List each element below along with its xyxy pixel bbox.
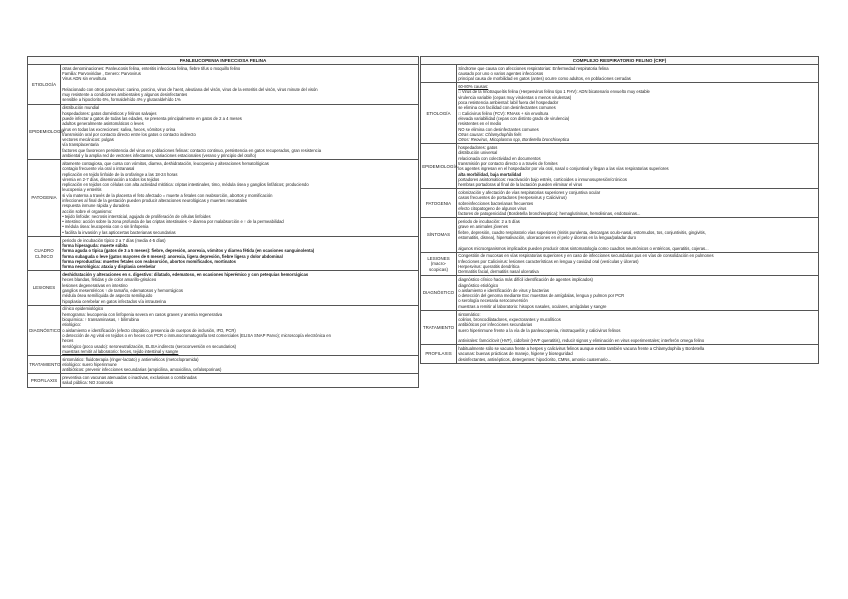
text-line: se elimina con facilidad con desinfectantes comunes bbox=[458, 105, 556, 111]
text-line: o detección de Ag viral en tejidos o en heces con PCR o inmunocromatografía test comerciales (ELISA SNAP Parvo); microscopía electrónica en bbox=[62, 332, 331, 338]
pif-content-etiologia bbox=[61, 64, 419, 104]
text-line: periodo de incubación: 2 a 5 días bbox=[458, 219, 520, 225]
pif-header-row bbox=[28, 57, 419, 65]
text-line: forma hiperaguda: muerte súbita bbox=[62, 242, 128, 248]
text-line: sintomático: fluidoterapia (ringer-lactato) y antieméticos (metoclopramida) bbox=[62, 356, 199, 362]
text-line: hospedadores: gatos bbox=[458, 145, 498, 151]
text-line: □ Calicivirus felino (FCV): RNAss + sin envoltura bbox=[458, 110, 549, 116]
crf-row-patogenia bbox=[421, 189, 819, 218]
text-line: ganglios mesentéricos ↑ de tamaño, edematosos y hemorrágicos bbox=[62, 287, 183, 293]
crf-category-lesiones-macro-scopicas: LESIONES (macro-scopicas) bbox=[421, 252, 457, 276]
text-line: Otros: Reovirus, Micoplasma spp, Bordetella bronchiseptica bbox=[458, 137, 570, 143]
text-line: replicación en tejido linfoide de la orofaringe a las 18-24 horas bbox=[62, 171, 178, 177]
text-line: transmisión por contacto directo o a través de fomites bbox=[458, 160, 558, 166]
pif-row-tratamiento bbox=[28, 355, 419, 373]
text-line: infecciones al final de la gestación pueden producir alteraciones neurológicas y muertes neonatales bbox=[62, 198, 248, 203]
pif-row-etiologia bbox=[28, 64, 419, 104]
text-line: adultos generalmente asintomáticos o leves bbox=[62, 121, 144, 127]
pif-category-cuadro-clinico: CUADRO CLÍNICO bbox=[28, 236, 61, 270]
pif-content-patogenia bbox=[61, 160, 419, 237]
pif-row-cuadro-clinico bbox=[28, 236, 419, 270]
crf-content-tratamiento bbox=[457, 310, 819, 344]
text-line: virulencia variable (cepas muy virulentas o menos virulentas) bbox=[458, 94, 572, 100]
text-line: forma neurológica: ataxia y displasia cerebelar bbox=[62, 264, 156, 270]
text-line: Herpesvirus: queratitis dendrítica bbox=[458, 264, 520, 270]
text-line: transmisión oral por contacto directo entre los gatos o contacto indirecto bbox=[62, 131, 196, 137]
text-line: antivirales: famciclovir (HVF), cidofovir (HVF queratitis), reducir signos y eliminación en virus experimentales; interferón omega felino bbox=[458, 338, 705, 344]
text-line: muestras a remitir al laboratorio: hisopos nasales, oculares, amígdalas y sangre bbox=[458, 303, 607, 309]
text-line: lesiones degenerativas en intestino bbox=[62, 282, 128, 288]
pif-row-diagnostico bbox=[28, 305, 419, 355]
text-line: viremia en 2-7 días, diseminación a todos los tejidos bbox=[62, 176, 160, 182]
crf-row-profilaxis bbox=[421, 345, 819, 363]
text-line: Infecciones por Calicivirus: lesiones características en lengua y cavidad oral (vesículas y úlceras) bbox=[458, 258, 639, 264]
pif-content-epidemiologia bbox=[61, 104, 419, 160]
text-line: Síndrome que causa con afecciones respiratorias: Enfermedad respiratoria felina bbox=[458, 65, 609, 71]
text-line: hemograma: leucopenia con linfopenia severa en casos graves y anemia regenerativa bbox=[62, 311, 223, 317]
text-line: elevada variabilidad (cepas con distinto grado de virulencia) bbox=[458, 115, 570, 121]
text-line: Virus ADN sin envoltura bbox=[62, 76, 107, 82]
text-line: replicación en tejidos con células con alta actividad mitótica: criptas intestinales, timo, médula ósea y ganglios linfáticos; produciendo bbox=[62, 182, 309, 188]
text-line: colonización y afectación de vías respiratorias superiores y conjuntiva ocular bbox=[458, 190, 601, 195]
text-line: causado por uno o varios agentes infecciosos bbox=[458, 70, 544, 76]
text-line: sobreinfecciones bacterianas frecuentes bbox=[458, 200, 534, 206]
text-line: resistentes en el medio bbox=[458, 121, 502, 127]
text-line: sintomático: bbox=[458, 311, 481, 317]
text-line: etiológico: suero hiperinmune bbox=[62, 361, 117, 367]
pif-category-epidemiologia: EPIDEMIOLOGÍA bbox=[28, 104, 61, 160]
pif-content-profilaxis bbox=[61, 374, 419, 387]
text-line: NO se elimina con desinfectantes comunes bbox=[458, 126, 539, 132]
crf-row-epidemiologia bbox=[421, 144, 819, 189]
pif-row-epidemiologia bbox=[28, 104, 419, 160]
text-line: forma reproductiva: muertes fetales con reabsorción, abortos momificados, mortinatos bbox=[62, 258, 237, 264]
panleucopenia-table-body bbox=[28, 57, 419, 388]
crf-category-patogenia: PATOGENIA bbox=[421, 189, 457, 218]
text-line: deshidratación y alteraciones en s. digestivo: dilatado, edematoso, en ocasiones hiperémico y con petequias hemorrágicas bbox=[62, 272, 309, 278]
text-line: puede infectar a gatos de todas las edades, se presenta principalmente en gatos de 2 a 4 meses bbox=[62, 115, 242, 121]
text-line: distribución universal bbox=[458, 150, 498, 156]
text-line: • médula ósea: leucopenia con o sin linfopenia bbox=[62, 224, 149, 230]
text-line: Congestión de mucosas en vías respiratorias superiores y en caso de infecciones secundarias pus en vías de consolidación en pulmones bbox=[458, 253, 714, 259]
text-line: suero hiperinmune frente a la vía de la panleucopenia, rinotraqueítis y calicivirus felinos bbox=[458, 327, 621, 333]
pif-category-lesiones: LESIONES bbox=[28, 271, 61, 305]
text-line: factores de patogenicidad (Bordetella bronchiseptica): hemaglutininas, hemolisinas, endotoxinas... bbox=[458, 211, 641, 217]
text-line: • facilita la invasión y las aptiocertas bacterianas secundarias bbox=[62, 229, 176, 235]
pif-content-lesiones bbox=[61, 271, 419, 305]
text-line: forma aguda o típica (gatos de 3 a 5 meses): fiebre, depresión, anorexia, vómitos y diarrea fétida (en ocasiones sanguinolenta) bbox=[62, 248, 315, 254]
crf-category-epidemiologia: EPIDEMIOLOGÍA bbox=[421, 144, 457, 189]
text-line: bioquímica: ↑ transaminasas, ↑ bilirrubina bbox=[62, 317, 139, 323]
text-line: o detección del genoma mediante Exc muestras de amígdalas, lengua y pulmon por PCR bbox=[458, 293, 625, 299]
pif-row-patogenia bbox=[28, 160, 419, 237]
text-line: • intestino: acción sobre la zona profunda de las criptas intestinales -> diarrea por malabsorción e ↑ de la permeabilidad bbox=[62, 219, 284, 225]
text-line: principal causa de morbilidad en gatos (antes) ocurre como adultos, en poblaciones cerradas bbox=[458, 76, 631, 82]
text-line: otras denominaciones: Panleucosis felina, enteritis infecciosa felina, fiebre tifus o moquillo felino bbox=[62, 65, 241, 71]
text-line: preventiva con vacunas atenuadas o inactivas, exclusivas o combinadas bbox=[62, 375, 197, 381]
crf-row-tratamiento bbox=[421, 310, 819, 344]
text-line: habitualmente sólo se vacuna frente a herpes y calicivirus felinos aunque existe también vacuna frente a Chlamydophila y Bordetella bbox=[458, 345, 705, 351]
text-line: vía transplacentaria bbox=[62, 142, 99, 148]
text-line: muestras remitir al laboratorio: heces, tejido intestinal y sangre bbox=[62, 348, 179, 354]
crf-category-intro bbox=[421, 64, 457, 82]
pif-category-etiologia: ETIOLOGÍA bbox=[28, 64, 61, 104]
text-line: factores que favorecen persistencia del virus en poblaciones felinas: contacto continuo, persistencia en gatos recuperados, gran resistencia bbox=[62, 147, 322, 153]
text-line: heces blandas, fétidas y de color amarillo-grisáceo bbox=[62, 277, 157, 283]
text-line: hipoplasia cerebelar en gatos infectados vía intrauterina bbox=[62, 298, 167, 304]
text-line: estomatitis, disnea), hipersalivación, ulceraciones en el pelo y úlceras en la lengua/paladar duro bbox=[458, 234, 637, 240]
text-line: heces bbox=[62, 338, 74, 344]
text-line: relacionada con colectividad en documentos bbox=[458, 155, 541, 161]
text-line: desinfectantes, antisépticos, detergentes: hipoclorito, CMNs, amonio cuaternario... bbox=[458, 356, 612, 362]
text-line: forma subaguda o leve (gatos mayores de 6 meses): anorexia, ligera depresión, fiebre ligera y dolor abdominal bbox=[62, 253, 283, 259]
text-line: grave en animales jóvenes bbox=[458, 224, 509, 230]
text-line: o aislamiento e identificación (efecto citopático, presencia de cuerpos de inclusión, IFD, PCR) bbox=[62, 327, 236, 333]
pif-category-profilaxis: PROFILAXIS bbox=[28, 374, 61, 387]
crf-category-sintomas: SÍNTOMAS bbox=[421, 218, 457, 252]
crf-category-etiologia: ETIOLOGÍA bbox=[421, 83, 457, 144]
text-line: altamente contagiosa, que cursa con vómitos, diarrea, deshidratación, leucopenia y alteraciones hematológicas bbox=[62, 160, 269, 166]
text-line: hospedadores: gatos domésticos y felinos salvajes bbox=[62, 110, 157, 116]
text-line: diagnóstico clínico hacia más difícil identificación de agentes implicados) bbox=[458, 277, 593, 283]
text-line: casos frecuentes de portadores (Herpesvirus y Calicivirus) bbox=[458, 195, 567, 201]
pif-content-cuadro-clinico bbox=[61, 236, 419, 270]
text-line: portadores asintomáticos: reactivación bajo estrés, corticoides o inmunosupresión/crónicos bbox=[458, 176, 627, 182]
text-line: □ Virus de la rinotraqueítis felina (Herpesvirus felino tipo 1 FHV): ADN bicatenario envuelto muy estable bbox=[458, 89, 650, 95]
pif-title: PANLEUCOPENIA INFECCIOSA FELINA bbox=[28, 57, 419, 65]
text-line: distribución mundial bbox=[62, 105, 100, 111]
text-line: contagio frecuente vía oral o intranasal bbox=[62, 166, 135, 172]
text-line: colirios, broncodilatadores, expectorantes y mucolíticos bbox=[458, 316, 561, 322]
text-line: leucopenia y enteritis bbox=[62, 187, 102, 193]
text-line: Dermatitis facial, dermatitis nasal ulcerativa bbox=[458, 269, 539, 275]
crf-content-intro bbox=[457, 64, 819, 82]
crf-header-row bbox=[421, 57, 819, 65]
text-line: Familia: Parvoviridae , Genero: Parvovirus bbox=[62, 70, 141, 76]
crf-category-diagnostico: DIAGNÓSTICO bbox=[421, 276, 457, 310]
crf-row-lesiones-macro-scopicas bbox=[421, 252, 819, 276]
text-line: Relacionado con otros parvovirus: canino, porcino, virus de l'aent, aleutiana del visón, virus de la enteritis del visón, virus minute del visón bbox=[62, 86, 318, 92]
text-line: hembras portadoras al final de la lactación pueden eliminar el virus bbox=[458, 182, 583, 188]
text-line: médula ósea semilíquida de aspecto semiliquido bbox=[62, 293, 153, 299]
crf-content-patogenia bbox=[457, 189, 819, 218]
text-line: salud pública: NO zoonosis bbox=[62, 380, 113, 386]
text-line: vectores mecánicos: pulgas bbox=[62, 137, 114, 143]
text-line: serológico (poco usado): seroneutralización, ELISA indirecto (seroconversión en secundarios) bbox=[62, 343, 237, 349]
text-line: poca resistencia ambiental: labil fuera del hospedador bbox=[458, 100, 559, 106]
text-line: alta morbilidad, baja mortalidad bbox=[458, 171, 522, 177]
crf-row-intro bbox=[421, 64, 819, 82]
pif-category-patogenia: PATOGENIA bbox=[28, 160, 61, 237]
text-line: antibióticos: prevenir infecciones secundarias (ampicilina, amoxicilina, cefalosporinas) bbox=[62, 367, 222, 373]
crf-table bbox=[420, 56, 819, 364]
panleucopenia-table bbox=[27, 56, 419, 388]
text-line: los agentes ingresan en el hospedador por vía oral, nasal o conjuntival y llegan a las vías respiratorias superiores bbox=[458, 166, 669, 172]
text-line: o serología necesaria seroconversión bbox=[458, 298, 528, 304]
text-line: algunos microorganismos implicados pueden producir otras sintomatología como cuadros neumónicos o entéricos, queratitis, cojeras... bbox=[458, 245, 709, 251]
crf-row-diagnostico bbox=[421, 276, 819, 310]
pif-category-diagnostico: DIAGNÓSTICO bbox=[28, 305, 61, 355]
text-line: respuesta inmune rápida y duradera bbox=[62, 203, 130, 209]
text-line: ambiental y la amplia red de vectores infectantes, variaciones estacionales (verano y principio del otoño) bbox=[62, 153, 257, 159]
text-line: vacunas: buenas prácticas de manejo, higiene y bioseguridad bbox=[458, 351, 573, 357]
crf-table-body bbox=[421, 57, 819, 364]
pif-content-tratamiento bbox=[61, 355, 419, 373]
crf-content-epidemiologia bbox=[457, 144, 819, 189]
crf-title: COMPLEJO RESPIRATORIO FELINO (CRF) bbox=[421, 57, 819, 65]
crf-content-etiologia bbox=[457, 83, 819, 144]
text-line: efecto citopatogeno de algunos virus bbox=[458, 205, 527, 211]
crf-row-sintomas bbox=[421, 218, 819, 252]
text-line: Otras causas: Chlamydophila felis bbox=[458, 131, 522, 137]
text-line: diagnóstico etiológico bbox=[458, 282, 499, 288]
text-line: • tejido linfoide: necrosis intersticial, agujado de proliferación de células linfoides bbox=[62, 213, 211, 219]
pif-category-tratamiento: TRATAMIENTO bbox=[28, 355, 61, 373]
text-line: o aislamiento e identificación de virus y bacterias bbox=[458, 287, 549, 293]
text-line: fiebre, depresión, cuadro respiratorio vías superiores (rinitis purulenta, descargas oculo-nasal, estornudos, tos, conjuntivitis, gingivitis, bbox=[458, 229, 706, 235]
crf-content-sintomas bbox=[457, 218, 819, 252]
text-line: acción sobre el organismo: bbox=[62, 208, 113, 214]
text-line: 60-80% causas: bbox=[458, 84, 489, 90]
crf-category-profilaxis: PROFILAXIS bbox=[421, 345, 457, 363]
crf-content-diagnostico bbox=[457, 276, 819, 310]
text-line: clínico epidemiológico bbox=[62, 306, 104, 312]
text-line: periodo de incubación típico 2 a 7 días (media 4-5 días) bbox=[62, 237, 166, 243]
text-line: etiológico: bbox=[62, 322, 82, 328]
crf-category-tratamiento: TRATAMIENTO bbox=[421, 310, 457, 344]
text-line: antibióticos por infecciones secundarias bbox=[458, 322, 533, 328]
crf-content-profilaxis bbox=[457, 345, 819, 363]
text-line: sensible a hipoclorito 6%, formaldehído 4% y glutaraldehído 1% bbox=[62, 97, 181, 103]
pif-row-lesiones bbox=[28, 271, 419, 305]
crf-content-lesiones-macro-scopicas bbox=[457, 252, 819, 276]
pif-content-diagnostico bbox=[61, 305, 419, 355]
pif-row-profilaxis bbox=[28, 374, 419, 387]
text-line: muy resistente a condiciones ambientales y algunos desinfectantes bbox=[62, 92, 188, 98]
crf-row-etiologia bbox=[421, 83, 819, 144]
text-line: virus en todas las excreciones: saliva, heces, vómitos y orina bbox=[62, 126, 176, 132]
text-line: si vía materna a través de la placenta el feto afectado = muerte a fetales con reabsorción, abortos y momificación bbox=[62, 192, 273, 198]
